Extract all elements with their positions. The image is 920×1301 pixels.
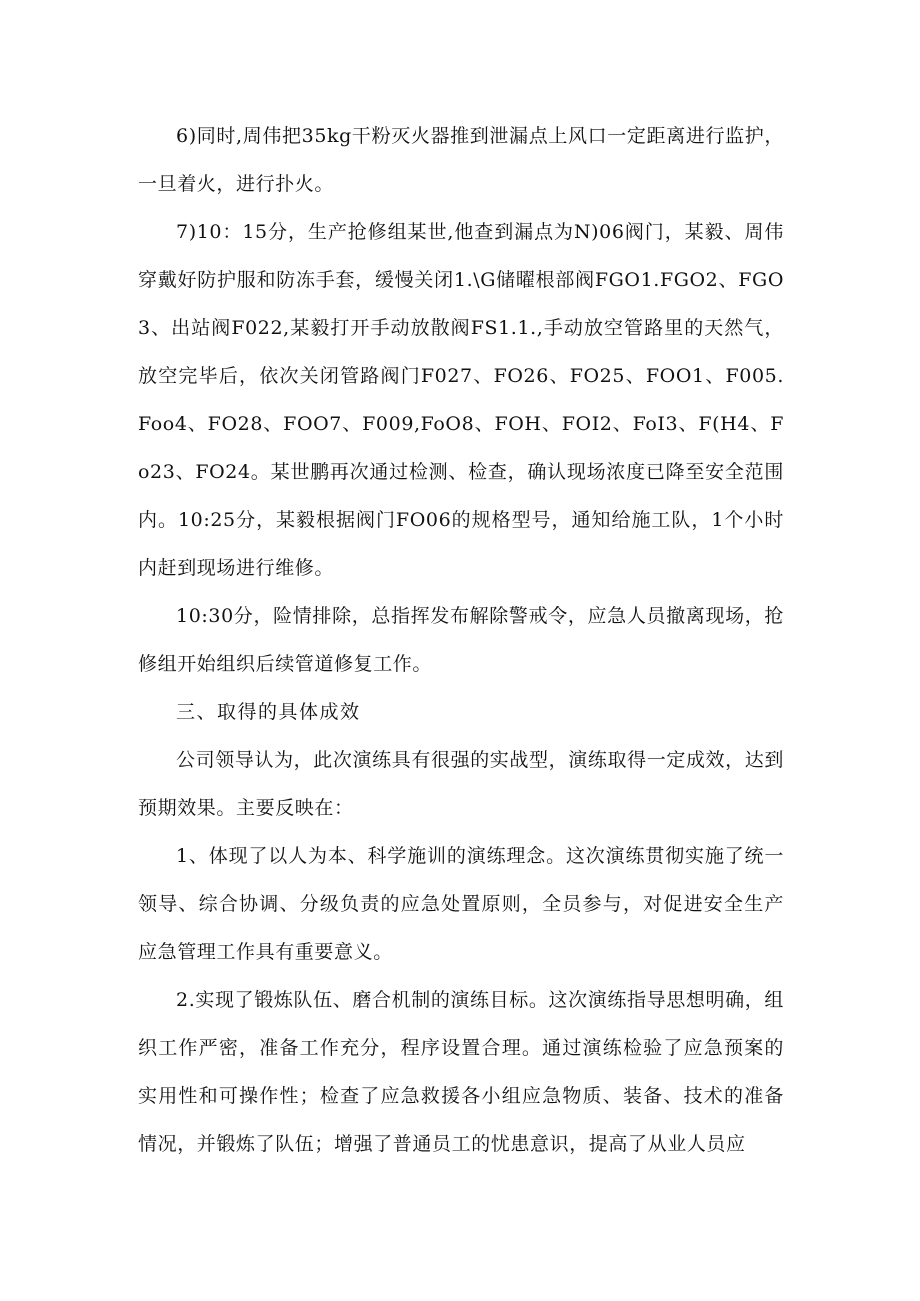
paragraph-point-1: 1、体现了以人为本、科学施训的演练理念。这次演练贯彻实施了统一领导、综合协调、分级负责的应急处置原则，全员参与，对促进安全生产应急管理工作具有重要意义。 xyxy=(138,845,784,963)
paragraph-point-2: 2.实现了锻炼队伍、磨合机制的演练目标。这次演练指导思想明确，组织工作严密，准备工作充分，程序设置合理。通过演练检验了应急预案的实用性和可操作性；检查了应急救援各小组应急物质、装备、技术的准备情况，并锻炼了队伍；增强了普通员工的忧患意识，提高了从业人员应 xyxy=(138,989,784,1155)
section-heading-results: 三、取得的具体成效 xyxy=(176,701,361,723)
paragraph-hazard-cleared: 10:30分，险情排除，总指挥发布解除警戒令，应急人员撤离现场，抢修组开始组织后续管道修复工作。 xyxy=(138,605,784,675)
paragraph-leadership-opinion: 公司领导认为，此次演练具有很强的实战型，演练取得一定成效，达到预期效果。主要反映在： xyxy=(138,749,784,819)
paragraph-step-6: 6)同时,周伟把35kg干粉灭火器推到泄漏点上风口一定距离进行监护，一旦着火，进行扑火。 xyxy=(138,125,784,195)
paragraph-step-7: 7)10：15分，生产抢修组某世,他查到漏点为N)06阀门，某毅、周伟穿戴好防护服和防冻手套，缓慢关闭1.\G储曜根部阀FGO1.FGO2、FGO3、出站阀F022,某毅打开手动放散阀FS1.1.,手动放空管路里的天然气，放空完毕后，依次关闭管路阀门F027、FO26、FO25、FOO1、F005.Foo4、FO28、FOO7、F009,FoO8、FOH、FOI2、FoI3、F(H4、Fo23、FO24。某世鹏再次通过检测、检查，确认现场浓度已降至安全范围内。10:25分，某毅根据阀门FO06的规格型号，通知给施工队，1个小时内赶到现场进行维修。 xyxy=(138,221,784,579)
